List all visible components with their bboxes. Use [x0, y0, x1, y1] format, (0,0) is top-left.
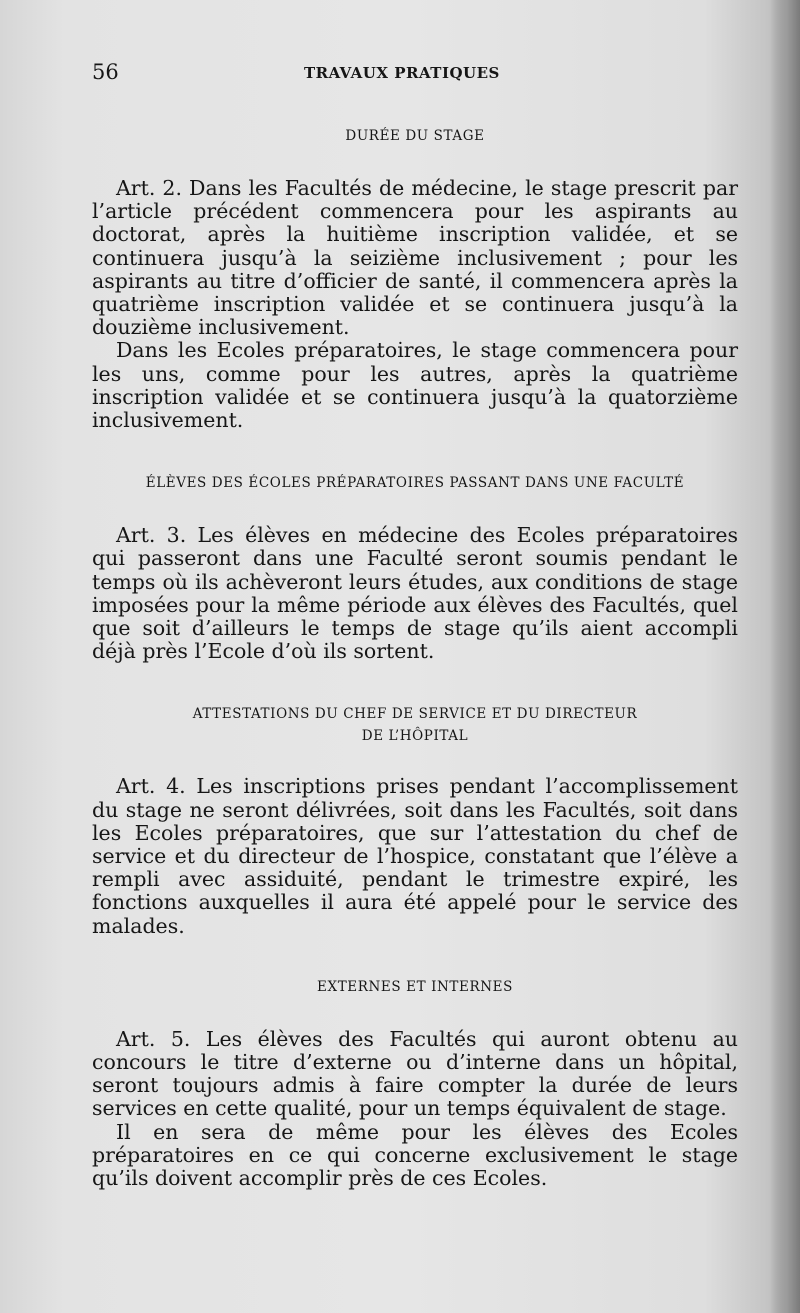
section-heading-eleves-ecoles-preparatoires: ÉLÈVES DES ÉCOLES PRÉPARATOIRES PASSANT DANS UNE FACULTÉ: [145, 475, 685, 492]
page-body: [92, 125, 738, 1190]
running-title: TRAVAUX PRATIQUES: [304, 64, 500, 82]
section-heading-externes-et-internes: EXTERNES ET INTERNES: [317, 978, 513, 995]
article-4-paragraph: Art. 4. Les inscriptions prises pendant l’accomplissement du stage ne seront délivrées, soit dans les Facultés, soit dans les Ecoles préparatoires, que sur l’attestation du chef de service et du directeur de l’hospice, constatant que l’élève a rempli avec assiduité, pendant le trimestre expiré, les fonctions auxquelles il aura été appelé pour le service des malades.: [92, 774, 738, 938]
running-head: [92, 60, 732, 90]
ecoles-preparatoires-paragraph: Dans les Ecoles préparatoires, le stage commencera pour les uns, comme pour les autres, après la quatrième inscription validée et se continuera jusqu’à la quatorzième inclusivement.: [92, 338, 738, 433]
page-edge-shadow: [770, 0, 800, 1313]
article-2-paragraph: Art. 2. Dans les Facultés de médecine, le stage prescrit par l’article précédent commencera pour les aspirants au doctorat, après la huitième inscription validée, et se continuera jusqu’à la seizième inclusivement ; pour les aspirants au titre d’officier de santé, il commencera après la quatrième inscription validée et se continuera jusqu’à la douzième inclusivement.: [92, 176, 738, 340]
page-number: 56: [92, 60, 119, 84]
eleves-ecoles-paragraph: Il en sera de même pour les élèves des Ecoles préparatoires en ce qui concerne exclusivement le stage qu’ils doivent accomplir près de ces Ecoles.: [92, 1119, 738, 1191]
section-heading-attestations-line-1: ATTESTATIONS DU CHEF DE SERVICE ET DU DIRECTEUR: [192, 706, 638, 723]
article-5-paragraph: Art. 5. Les élèves des Facultés qui auront obtenu au concours le titre d’externe ou d’interne dans un hôpital, seront toujours admis à faire compter la durée de leurs services en cette qualité, pour un temps équivalent de stage.: [92, 1026, 738, 1121]
section-heading-duree-du-stage: DURÉE DU STAGE: [345, 128, 485, 144]
section-heading-attestations: [92, 703, 738, 747]
section-heading-attestations-line-2: DE L’HÔPITAL: [361, 728, 469, 745]
article-3-paragraph: Art. 3. Les élèves en médecine des Ecoles préparatoires qui passeront dans une Faculté seront soumis pendant le temps où ils achèveront leurs études, aux conditions de stage imposées pour la même période aux élèves des Facultés, quel que soit d’ailleurs le temps de stage qu’ils aient accompli déjà près l’Ecole d’où ils sortent.: [92, 523, 738, 664]
